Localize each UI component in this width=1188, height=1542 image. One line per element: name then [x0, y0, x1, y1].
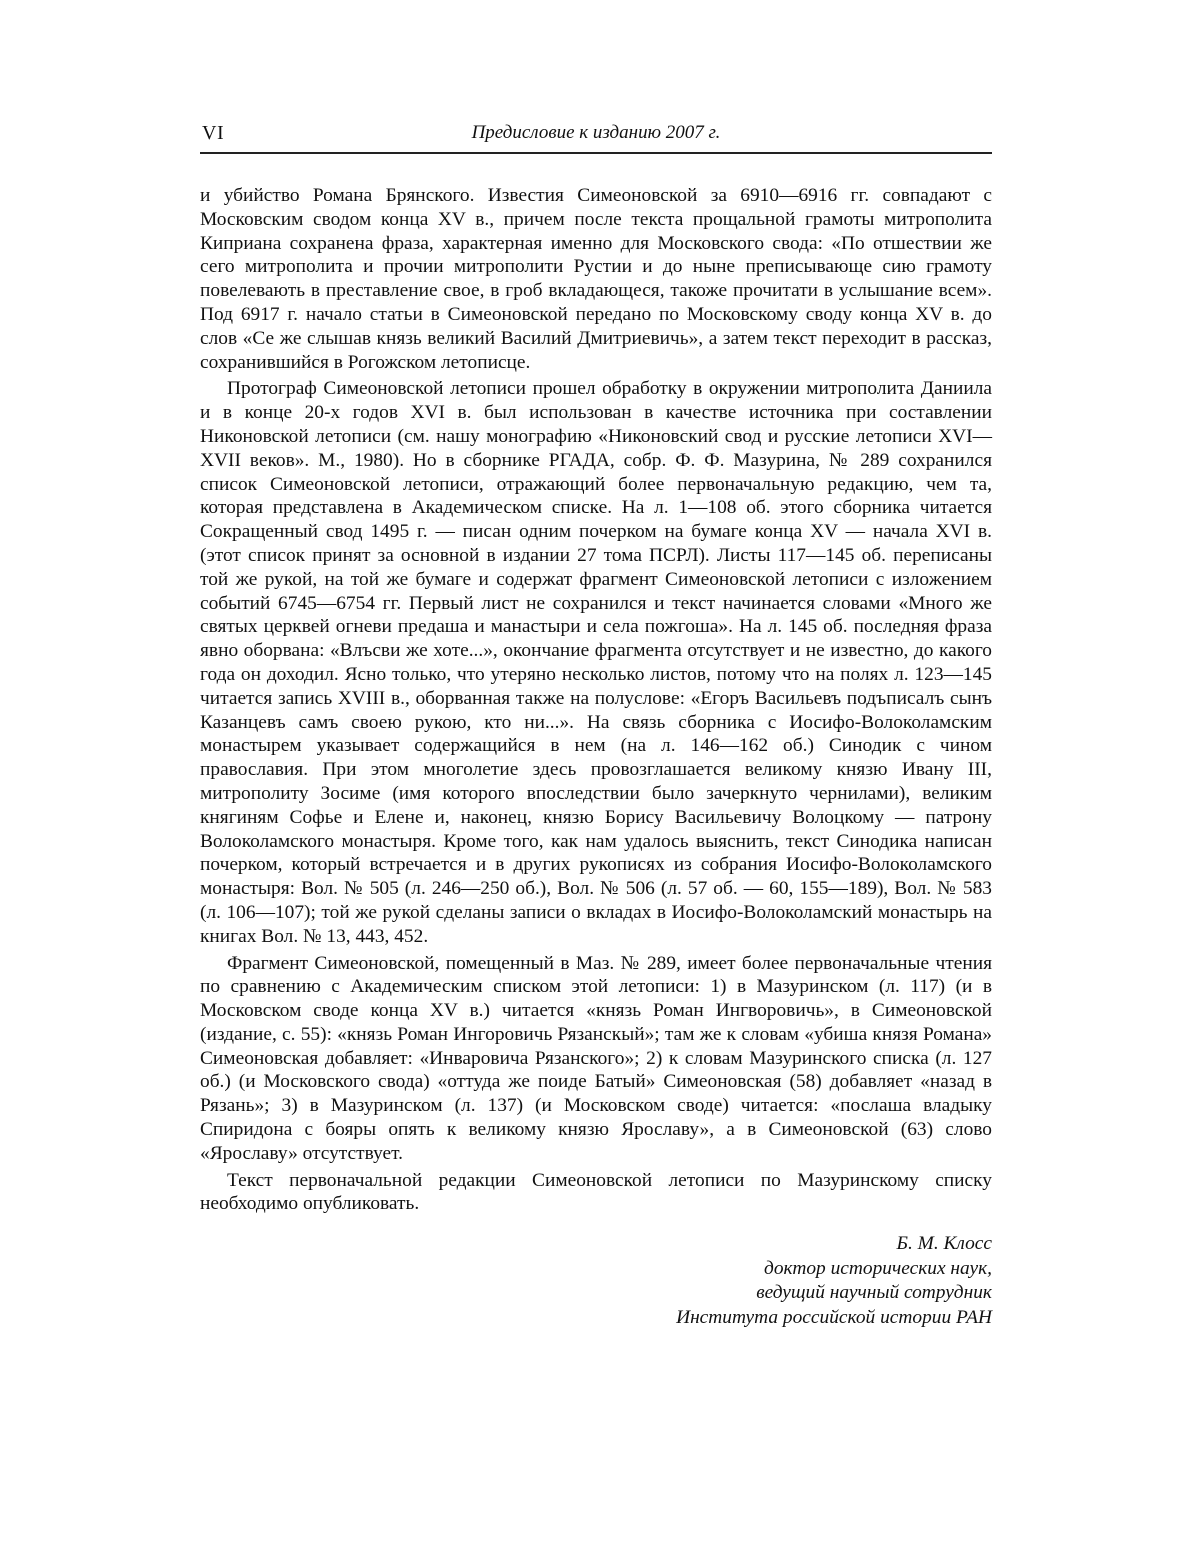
running-title: Предисловие к изданию 2007 г.	[471, 122, 721, 143]
body-text	[200, 184, 992, 1216]
page	[200, 118, 992, 1330]
author-name: Б. М. Клосс	[896, 1233, 992, 1255]
running-head	[200, 118, 992, 154]
author-degree: доктор исторических наук,	[764, 1257, 992, 1279]
paragraph-4: Текст первоначальной редакции Симеоновской летописи по Мазуринскому списку необходимо опубликовать.	[200, 1169, 992, 1215]
paragraph-2: Протограф Симеоновской летописи прошел обработку в окружении митрополита Даниила и в конце 20-х годов XVI в. был использован в качестве источника при составлении Никоновской летописи (см. нашу монографию «Никоновский свод и русские летописи XVI—XVII веков». М., 1980). Но в сборнике РГАДА, собр. Ф. Ф. Мазурина, № 289 сохранился список Симеоновской летописи, отражающий более первоначальную редакцию, чем та, которая представлена в Академическом списке. На л. 1—108 об. этого сборника читается Сокращенный свод 1495 г. — писан одним почерком на бумаге конца XV — начала XVI в. (этот список принят за основной в издании 27 тома ПСРЛ). Листы 117—145 об. переписаны той же рукой, на той же бумаге и содержат фрагмент Симеоновской летописи с изложением событий 6745—6754 гг. Первый лист не сохранился и текст начинается словами «Много же святых церквей огневи предаша и манастыри и села пожгоша». На л. 145 об. последняя фраза явно оборвана: «Влъсви же хоте...», окончание фрагмента отсутствует и не известно, до какого года он доходил. Ясно только, что утеряно несколько листов, потому что на полях л. 123—145 читается запись XVIII в., оборванная также на полуслове: «Егоръ Васильевъ подъписалъ сынъ Казанцевъ самъ своею рукою, кто ни...». На связь сборника с Иосифо-Волоколамским монастырем указывает содержащийся в нем (на л. 146—162 об.) Синодик с чином православия. При этом многолетие здесь провозглашается великому князю Ивану III, митрополиту Зосиме (имя которого впоследствии было зачеркнуто чернилами), великим княгиням Софье и Елене и, наконец, князю Борису Васильевичу Волоцкому — патрону Волоколамского монастыря. Кроме того, как нам удалось выяснить, текст Синодика написан почерком, который встречается и в других рукописях из собрания Иосифо-Волоколамского монастыря: Вол. № 505 (л. 246—250 об.), Вол. № 506 (л. 57 об. — 60, 155—189), Вол. № 583 (л. 106—107); той же рукой сделаны записи о вкладах в Иосифо-Волоколамский монастырь на книгах Вол. № 13, 443, 452.	[200, 378, 992, 947]
paragraph-3: Фрагмент Симеоновской, помещенный в Маз. № 289, имеет более первоначальные чтения по сравнению с Академическим списком этой летописи: 1) в Мазуринском (л. 117) (и в Московском своде конца XV в.) читается «князь Роман Ингворовичь», в Симеоновской (издание, с. 55): «князь Роман Ингоровичь Рязанскый»; там же к словам «убиша князя Романа» Симеоновская добавляет: «Инваровича Рязанского»; 2) к словам Мазуринского списка (л. 127 об.) (и Московского свода) «оттуда же поиде Батый» Симеоновская (58) добавляет «назад в Рязань»; 3) в Мазуринском (л. 137) (и Московском своде) читается: «послаша владыку Спиридона с бояры опять к великому князю Ярославу», а в Симеоновской (63) слово «Ярославу» отсутствует.	[200, 952, 992, 1164]
signature-block	[200, 1232, 992, 1330]
author-institution: Института российской истории РАН	[676, 1306, 992, 1328]
page-number: VI	[202, 122, 225, 144]
author-position: ведущий научный сотрудник	[756, 1282, 992, 1304]
paragraph-1: и убийство Романа Брянского. Известия Симеоновской за 6910—6916 гг. совпадают с Московским сводом конца XV в., причем после текста прощальной грамоты митрополита Киприана сохранена фраза, характерная именно для Московского свода: «По отшествии же сего митрополита и прочии митрополити Рустии и до ныне преписывающе сию грамоту повелевають в преставление свое, в гроб вкладающеся, такоже прочитати в услышание всем». Под 6917 г. начало статьи в Симеоновской передано по Московскому своду конца XV в. до слов «Се же слышав князь великий Василий Дмитриевичь», а затем текст переходит в рассказ, сохранившийся в Рогожском летописце.	[200, 185, 992, 373]
